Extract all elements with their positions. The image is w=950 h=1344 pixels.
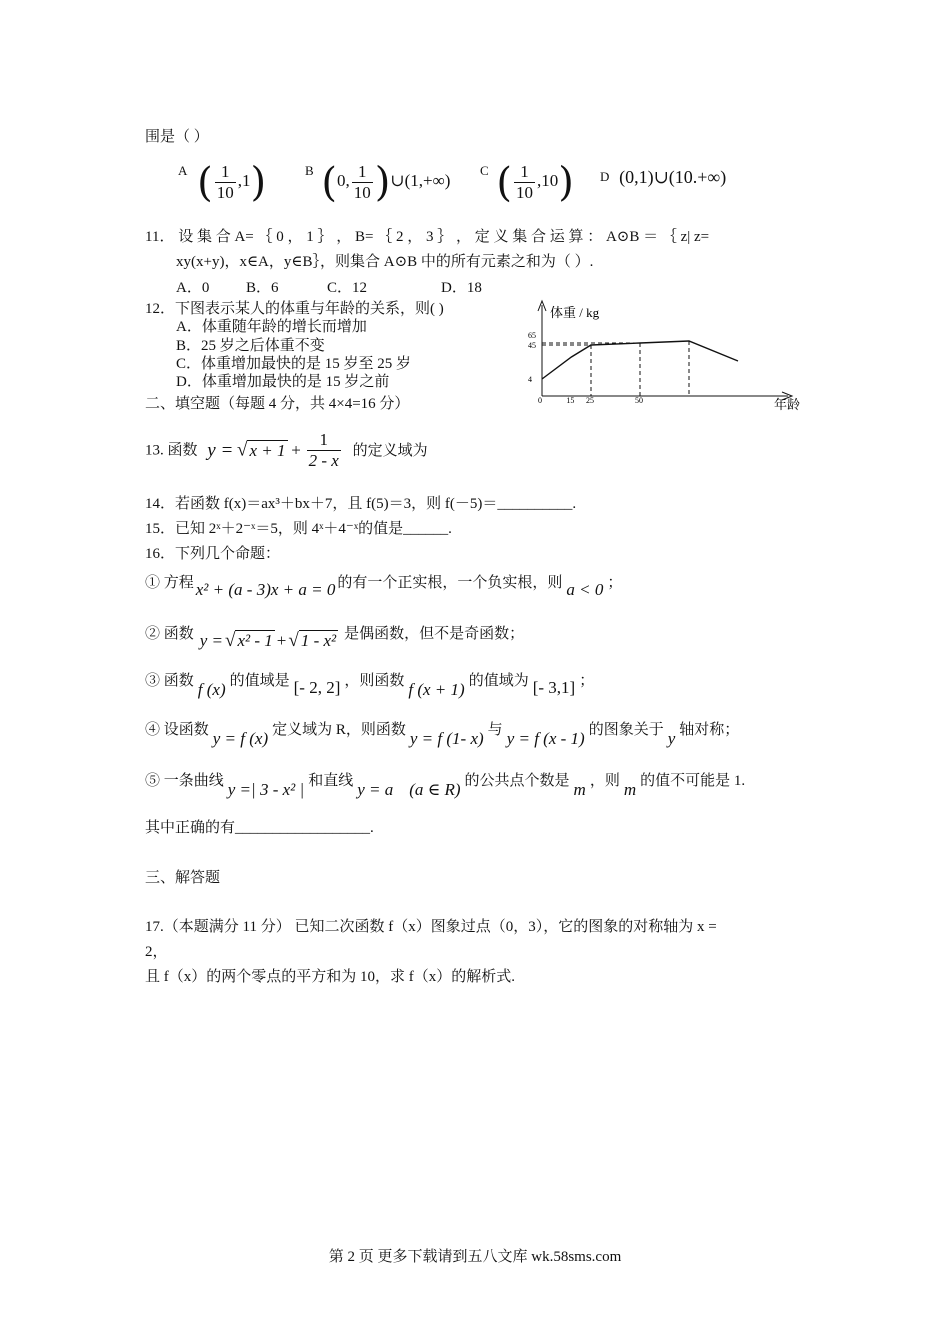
math: +: [276, 631, 287, 650]
option-rest: ,10: [537, 170, 559, 190]
y-tick-label: 65: [528, 331, 536, 340]
text: 的公共点个数是: [464, 773, 570, 789]
text: 的图象关于: [588, 722, 664, 738]
text: 的有一个正实根，一个负实根，则: [337, 575, 563, 591]
text: ，则函数: [344, 673, 405, 689]
math: (a ∈ R): [409, 780, 461, 799]
q17-line2: 2，: [145, 944, 168, 960]
q14: 14．若函数 f(x)＝ax³＋bx＋7，且 f(5)＝3，则 f(－5)＝__________.: [145, 496, 577, 512]
q11-option-a: A．0: [176, 280, 210, 296]
text: ② 函数: [145, 626, 194, 642]
x-tick-label: 15: [566, 396, 575, 405]
text: ；: [607, 575, 623, 591]
math: m: [573, 780, 586, 799]
y-tick-label: 45: [528, 341, 536, 350]
math: 1 - x²: [300, 631, 337, 650]
q13-numerator: 1: [319, 430, 328, 449]
q15: 15．已知 2ˣ＋2⁻ˣ＝5，则 4ˣ＋4⁻ˣ的值是______.: [145, 521, 452, 537]
q13-plus: +: [291, 440, 301, 460]
x-tick-label: 50: [635, 396, 643, 405]
math: a < 0: [566, 580, 604, 599]
q11-line2: xy(x+y)，x∈A，y∈B｝，则集合 A⊙B 中的所有元素之和为（ ）.: [176, 254, 594, 270]
math: y =| 3 - x² |: [227, 780, 305, 799]
q12-option-b: B．25 岁之后体重不变: [176, 338, 325, 354]
q10-option-a: A ( $\frac{1}{10}$ ,1): [178, 159, 267, 206]
fraction-numerator: 1: [520, 162, 529, 181]
text: ③ 函数: [145, 673, 194, 689]
math: y = f (1- x): [409, 729, 484, 748]
q10-option-c: C ( $\frac{1}{10}$ ,10): [480, 159, 574, 206]
q16-answer-line: 其中正确的有__________________.: [145, 820, 374, 836]
x-axis-label: 年龄: [774, 397, 801, 412]
q13-radicand: x + 1: [249, 440, 286, 460]
q16-stem: 16．下列几个命题：: [145, 546, 281, 562]
option-prefix: 0,: [337, 170, 350, 190]
q13: 13. 函数 y = √ x + 1 + $\frac{1}{2 - x}$ 的定义域为: [145, 430, 428, 470]
math: y =: [199, 631, 224, 650]
text: 和直线: [308, 773, 354, 789]
text: 轴对称；: [679, 722, 740, 738]
q13-denominator: 2 - x: [308, 451, 339, 470]
q16-proposition-2: ② 函数 y = √ x² - 1 + √ 1 - x² 是偶函数，但不是奇函数；: [145, 626, 525, 651]
math: y = f (x - 1): [506, 729, 585, 748]
x-tick-label: 25: [586, 396, 594, 405]
text: 的值域是: [229, 673, 290, 689]
option-label: A: [178, 163, 188, 178]
fraction-numerator: 1: [358, 162, 367, 181]
q10-stem-tail: 围是（ ）: [145, 129, 209, 145]
section-2-heading: 二、填空题（每题 4 分，共 4×4=16 分）: [145, 396, 410, 412]
fraction-denominator: 10: [216, 183, 234, 202]
section-3-heading: 三、解答题: [145, 870, 221, 886]
text: 是偶函数，但不是奇函数；: [344, 626, 525, 642]
q10-option-d: [600, 168, 726, 188]
q16-proposition-4: [145, 720, 740, 748]
q12-option-c: C．体重增加最快的是 15 岁至 25 岁: [176, 356, 412, 372]
q10-option-b: B (0, $\frac{1}{10}$ )∪(1,+∞): [305, 159, 451, 206]
math: y: [667, 729, 676, 748]
text: 与: [487, 722, 503, 738]
math: x² - 1: [237, 631, 273, 650]
q17-line3: 且 f（x）的两个零点的平方和为 10，求 f（x）的解析式.: [145, 969, 515, 985]
y-axis-label: 体重 / kg: [550, 305, 600, 320]
math: [- 2, 2]: [293, 678, 341, 697]
q13-lhs: y =: [207, 439, 234, 461]
option-text: (0,1)∪(10.+∞): [619, 167, 727, 187]
math: x² + (a - 3)x + a = 0: [195, 580, 336, 599]
text: 的值域为: [468, 673, 529, 689]
fraction-denominator: 10: [516, 183, 534, 202]
page-footer: 第 2 页 更多下载请到五八文库 wk.58sms.com: [328, 1249, 622, 1265]
q11-option-b: B．6: [246, 280, 279, 296]
math: f (x): [197, 680, 226, 699]
option-label: D: [600, 169, 610, 184]
fraction-denominator: 10: [353, 183, 371, 202]
q16-proposition-5: [145, 771, 746, 799]
option-rest: ∪(1,+∞): [390, 170, 451, 190]
math: m: [623, 780, 637, 799]
text: 定义域为 R，则函数: [272, 722, 406, 738]
text: ① 方程: [145, 575, 194, 591]
math: y = a: [357, 780, 394, 799]
q12-stem: 12．下图表示某人的体重与年龄的关系，则( ): [145, 301, 444, 317]
option-label: C: [480, 163, 489, 178]
q16-proposition-1: [145, 573, 623, 599]
fraction-numerator: 1: [221, 162, 230, 181]
q16-proposition-3: [145, 671, 595, 699]
x-tick-label: 0: [538, 396, 542, 405]
q11-option-d: D．18: [441, 280, 482, 296]
y-tick-label: 4: [528, 375, 532, 384]
text: ⑤ 一条曲线: [145, 773, 224, 789]
option-rest: ,1: [237, 170, 251, 190]
q12-option-a: A．体重随年龄的增长而增加: [176, 319, 367, 335]
math: y = f (x): [212, 729, 269, 748]
q17-line1: 17.（本题满分 11 分） 已知二次函数 f（x）图象过点（0，3），它的图象的对称轴为 x =: [145, 919, 717, 935]
q11-line1: 11． 设 集 合 A= ｛ 0 ， 1 ｝ ， B= ｛ 2 ， 3 ｝ ， 定 义 集 合 运 算 ： A⊙B ＝ ｛ z| z=: [145, 229, 710, 245]
option-label: B: [305, 163, 314, 178]
text: ；: [579, 673, 595, 689]
text: ，则: [589, 773, 620, 789]
weight-age-chart: [520, 295, 815, 420]
math: [- 3,1]: [532, 678, 576, 697]
q11-option-c: C．12: [327, 280, 368, 296]
q12-option-d: D．体重增加最快的是 15 岁之前: [176, 374, 390, 390]
q13-prefix: 13. 函数: [145, 442, 198, 459]
math: f (x + 1): [408, 680, 465, 699]
q13-suffix: 的定义域为: [352, 442, 428, 459]
text: ④ 设函数: [145, 722, 209, 738]
text: 的值不可能是 1.: [640, 773, 746, 789]
